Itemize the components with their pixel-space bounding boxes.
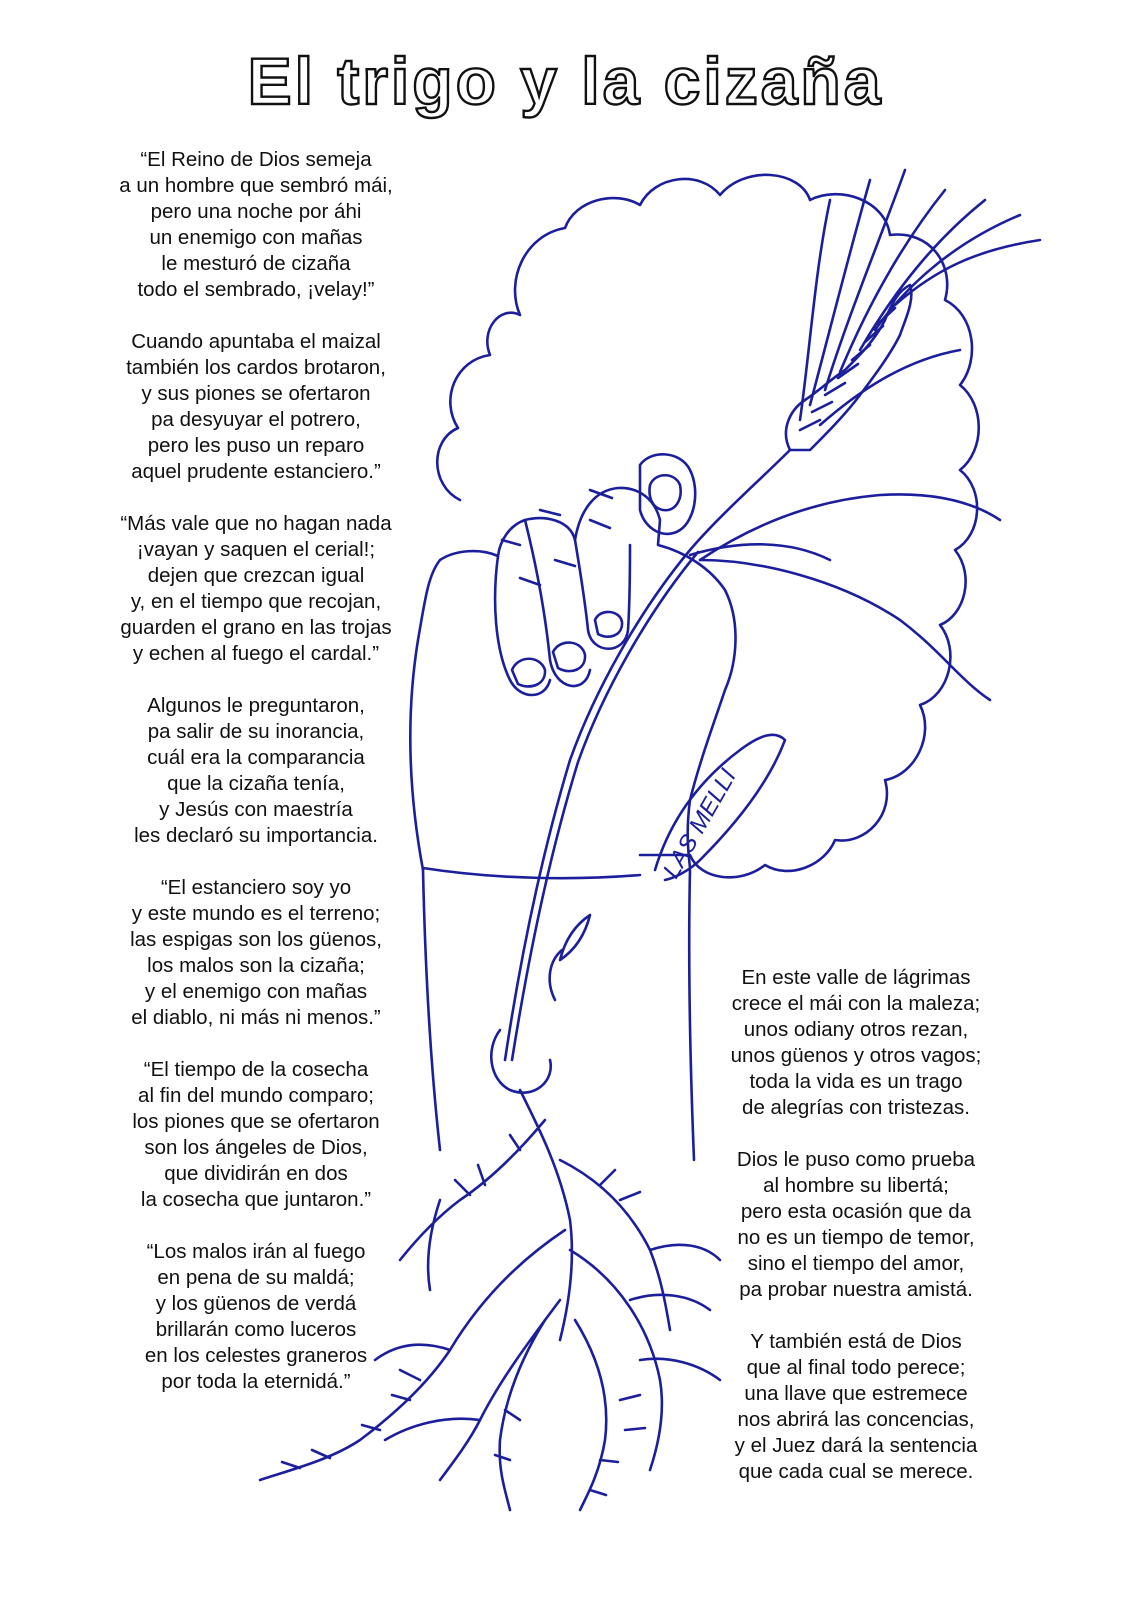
nail-2 xyxy=(553,643,585,672)
nail-1 xyxy=(512,659,545,687)
poem-line: al hombre su libertá; xyxy=(763,1174,949,1197)
knuckle-lines xyxy=(502,490,612,585)
finger-1 xyxy=(495,556,550,695)
poem-line: unos güenos y otros vagos; xyxy=(730,1044,982,1067)
poem-line: ¡vayan y saquen el cerial!; xyxy=(136,538,376,561)
wheat-stem-2 xyxy=(512,552,698,1060)
poem-line: “Más vale que no hagan nada xyxy=(120,512,392,535)
poem-line: “El estanciero soy yo xyxy=(160,876,352,899)
thumbnail xyxy=(650,475,681,510)
poem-line: nos abrirá las concencias, xyxy=(737,1408,975,1431)
poem-line: Cuando apuntaba el maizal xyxy=(131,330,381,353)
poem-line: En este valle de lágrimas xyxy=(741,966,971,989)
poem-line: pa probar nuestra amistá. xyxy=(739,1278,973,1301)
thumb xyxy=(640,454,695,534)
poem-line: al fin del mundo comparo; xyxy=(138,1084,374,1107)
poem-line: a un hombre que sembró mái, xyxy=(119,174,393,197)
poem-line: aquel prudente estanciero.” xyxy=(131,460,381,483)
stanza xyxy=(700,965,1012,1121)
cloud-icon xyxy=(437,175,979,877)
poem-line: los piones que se ofertaron xyxy=(132,1110,380,1133)
poem-line: la cosecha que juntaron.” xyxy=(140,1188,372,1211)
poem-line: brillarán como luceros xyxy=(155,1318,357,1341)
stanza xyxy=(700,1147,1012,1303)
poem-line: y sus piones se ofertaron xyxy=(141,382,371,405)
wrist-line xyxy=(423,868,640,878)
poem-line: pero una noche por áhi xyxy=(150,200,362,223)
poem-line: unos odiany otros rezan, xyxy=(743,1018,969,1041)
poem-line: Y también está de Dios xyxy=(750,1330,962,1353)
left-poem-column xyxy=(90,147,422,1395)
poem-line: en pena de su maldá; xyxy=(157,1266,355,1289)
right-poem-column xyxy=(700,965,1012,1485)
signature-text: LAS MELLI xyxy=(657,764,742,883)
poem-line: no es un tiempo de temor, xyxy=(737,1226,975,1249)
poem-line: y Jesús con maestría xyxy=(159,798,353,821)
poem-line: pero les puso un reparo xyxy=(147,434,365,457)
stanza xyxy=(700,1329,1012,1485)
poem-line: crece el mái con la maleza; xyxy=(731,992,981,1015)
poem-line: toda la vida es un trago xyxy=(749,1070,963,1093)
hand-icon xyxy=(410,488,735,870)
poem-line: cuál era la comparancia xyxy=(147,746,365,769)
stanza xyxy=(90,1239,422,1395)
poem-line: que al final todo perece; xyxy=(746,1356,966,1379)
poem-line: pa desyuyar el potrero, xyxy=(151,408,361,431)
poem-line: las espigas son los güenos, xyxy=(130,928,382,951)
stanza xyxy=(90,1057,422,1213)
poem-line: el diablo, ni más ni menos.” xyxy=(131,1006,381,1029)
poem-line: que cada cual se merece. xyxy=(738,1460,974,1483)
wheat-awns xyxy=(800,170,1040,425)
stanza xyxy=(90,511,422,667)
poem-line: que dividirán en dos xyxy=(164,1162,348,1185)
poem-line: y, en el tiempo que recojan, xyxy=(130,590,382,613)
poem-line: y el Juez dará la sentencia xyxy=(734,1434,978,1457)
poem-line: pero esta ocasión que da xyxy=(740,1200,972,1223)
finger-3 xyxy=(575,540,630,649)
poem-line: Dios le puso como prueba xyxy=(736,1148,976,1171)
poem-line: que la cizaña tenía, xyxy=(167,772,345,795)
poem-line: Algunos le preguntaron, xyxy=(147,694,365,717)
poem-line: y echen al fuego el cardal.” xyxy=(132,642,380,665)
poem-line: le mesturó de cizaña xyxy=(161,252,351,275)
finger-2 xyxy=(525,520,590,686)
poem-line: sino el tiempo del amor, xyxy=(747,1252,965,1275)
poem-line: un enemigo con mañas xyxy=(149,226,363,249)
poem-line: son los ángeles de Dios, xyxy=(144,1136,368,1159)
stanza xyxy=(90,875,422,1031)
poem-line: dejen que crezcan igual xyxy=(147,564,365,587)
page-title: El trigo y la cizaña xyxy=(247,44,884,118)
poem-line: una llave que estremece xyxy=(744,1382,968,1405)
nail-3 xyxy=(595,612,622,637)
poem-line: “El Reino de Dios semeja xyxy=(140,148,372,171)
poem-line: y este mundo es el terreno; xyxy=(131,902,381,925)
poem-line: de alegrías con tristezas. xyxy=(742,1096,970,1119)
stanza xyxy=(90,329,422,485)
poem-line: todo el sembrado, ¡velay!” xyxy=(137,278,375,301)
poem-line: guarden el grano en las trojas xyxy=(120,616,392,639)
poem-line: los malos son la cizaña; xyxy=(147,954,365,977)
poem-line: y los güenos de verdá xyxy=(155,1292,357,1315)
arm-outline xyxy=(423,870,694,1160)
sprout-leaf xyxy=(550,915,590,1000)
stem-twist xyxy=(491,1030,550,1093)
poem-line: y el enemigo con mañas xyxy=(144,980,368,1003)
poem-line: “Los malos irán al fuego xyxy=(146,1240,366,1263)
poem-line: pa salir de su inorancia, xyxy=(147,720,365,743)
stanza xyxy=(90,693,422,849)
poem-line: “El tiempo de la cosecha xyxy=(143,1058,369,1081)
stanza xyxy=(90,147,422,303)
poem-line: también los cardos brotaron, xyxy=(126,356,386,379)
poem-line: en los celestes graneros xyxy=(144,1344,368,1367)
poem-line: les declaró su importancia. xyxy=(134,824,378,847)
poem-line: por toda la eternidá.” xyxy=(161,1370,351,1393)
